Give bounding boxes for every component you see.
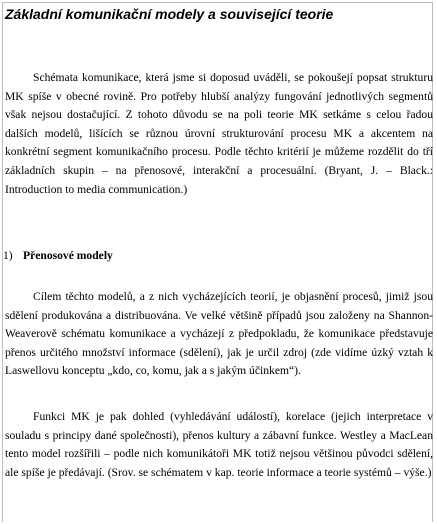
intro-paragraph: Schémata komunikace, která jsme si doposud uváděli, se pokoušejí popsat strukturu MK spíše v obecné rovině. Pro potřeby hlubší analýzy fungování jednotlivých segmentů však nejsou dostačující. Z tohoto důvodu se na poli teorie MK setkáme s celou řadou dalších modelů, lišících se různou úrovní strukturování procesu MK a akcentem na konkrétní segment komunikačního procesu. Podle těchto kritérií je můžeme rozdělit do tří základních skupin – na přenosové, interakční a procesuální. (Bryant, J. – Black.: Introduction to media communication.) [5, 71, 433, 196]
section-paragraph-2: Funkci MK je pak dohled (vyhledávání událostí), korelace (jejich interpretace v souladu s principy dané společnosti), přenos kultury a zábavní funkce. Westley a MacLean tento model rozšířili – podle nich komunikátoři MK totiž nejsou většinou původci sdělení, ale spíše je předávají. (Srov. se schématem v kap. teorie informace a teorie systémů – výše.) [5, 410, 433, 479]
section-paragraph-1: Cílem těchto modelů, a z nich vycházejících teorií, je objasnění procesů, jimiž jsou sdělení produkována a distribuována. Ve velké většině případů jsou založeny na Shannon-Weaverově schématu komunikace a vycházejí z předpokladu, že komunikace představuje přenos určitého množství informace (sdělení), jak je určil zdroj (zde vidíme úzký vztah k Laswellovu konceptu „kdo, co, komu, jak a s jakým účinkem“). [5, 290, 433, 378]
section-heading [3, 249, 113, 262]
section-title: Přenosové modely [23, 249, 113, 262]
document-title: Základní komunikační modely a související teorie [5, 6, 334, 22]
section-number: 1) [3, 249, 13, 262]
